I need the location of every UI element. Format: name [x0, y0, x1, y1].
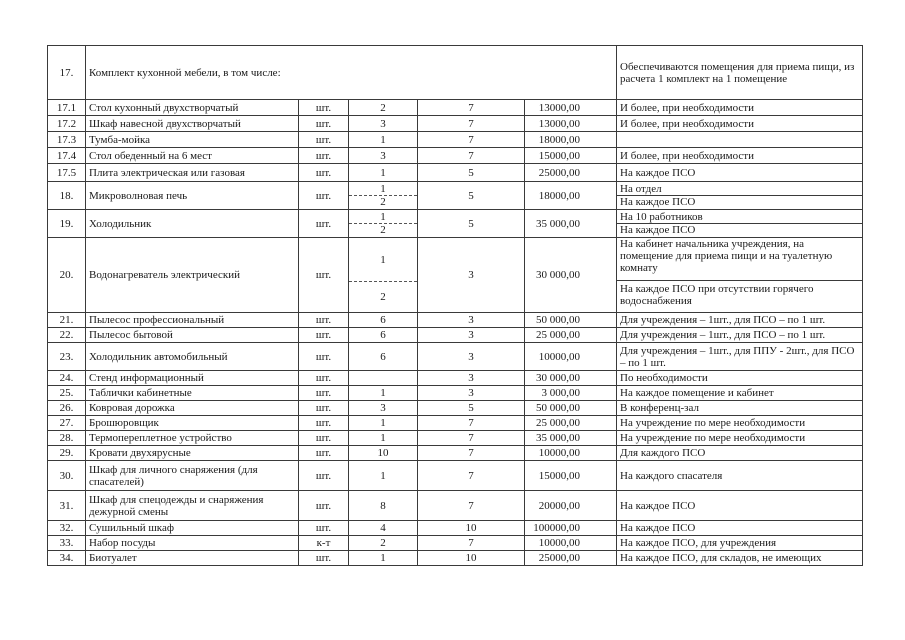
item-note: И более, при необходимости [617, 100, 863, 116]
equipment-table [47, 45, 863, 566]
item-price: 15000,00 [525, 148, 617, 164]
qty-line: 1 [349, 239, 417, 282]
item-qty: 8 [349, 491, 418, 521]
item-note: На каждое ПСО [617, 491, 863, 521]
item-term: 7 [418, 461, 525, 491]
item-unit: шт. [299, 491, 349, 521]
item-name: Стол обеденный на 6 мест [86, 148, 299, 164]
item-term: 7 [418, 100, 525, 116]
item-unit: шт. [299, 446, 349, 461]
item-unit: шт. [299, 371, 349, 386]
item-qty: 10 [349, 446, 418, 461]
item-name: Холодильник [86, 210, 299, 238]
item-qty [349, 371, 418, 386]
item-note [617, 182, 863, 210]
item-unit: шт. [299, 210, 349, 238]
table-row [48, 401, 863, 416]
item-unit: шт. [299, 431, 349, 446]
item-price: 25000,00 [525, 164, 617, 182]
item-qty: 3 [349, 401, 418, 416]
item-qty: 1 [349, 416, 418, 431]
item-note: На каждое помещение и кабинет [617, 386, 863, 401]
item-qty: 1 [349, 164, 418, 182]
row-number: 19. [48, 210, 86, 238]
item-name: Водонагреватель электрический [86, 238, 299, 313]
item-name: Биотуалет [86, 551, 299, 566]
item-term: 7 [418, 491, 525, 521]
item-note: На каждое ПСО, для складов, не имеющих [617, 551, 863, 566]
item-price: 100000,00 [525, 521, 617, 536]
item-note: Обеспечиваются помещения для приема пищи, из расчета 1 комплект на 1 помещение [617, 46, 863, 100]
item-qty [349, 238, 418, 313]
item-note [617, 238, 863, 313]
item-unit: шт. [299, 551, 349, 566]
item-unit: шт. [299, 313, 349, 328]
qty-line: 2 [380, 290, 386, 303]
item-qty: 3 [349, 116, 418, 132]
item-term: 5 [418, 401, 525, 416]
item-qty: 2 [349, 536, 418, 551]
row-number: 29. [48, 446, 86, 461]
table-row [48, 386, 863, 401]
item-unit: шт. [299, 182, 349, 210]
item-name: Брошюровщик [86, 416, 299, 431]
row-number: 17.2 [48, 116, 86, 132]
item-qty: 4 [349, 521, 418, 536]
item-name: Шкаф навесной двухстворчатый [86, 116, 299, 132]
item-price: 25 000,00 [525, 328, 617, 343]
table-row [48, 238, 863, 313]
item-qty: 6 [349, 343, 418, 371]
row-number: 31. [48, 491, 86, 521]
row-number: 30. [48, 461, 86, 491]
item-note: Для учреждения – 1шт., для ППУ - 2шт., для ПСО – по 1 шт. [617, 343, 863, 371]
item-unit: к-т [299, 536, 349, 551]
item-note: Для каждого ПСО [617, 446, 863, 461]
table-row [48, 164, 863, 182]
row-number: 17.4 [48, 148, 86, 164]
item-name: Тумба-мойка [86, 132, 299, 148]
item-qty [349, 210, 418, 238]
row-number: 27. [48, 416, 86, 431]
table-row [48, 132, 863, 148]
item-price: 10000,00 [525, 536, 617, 551]
row-number: 25. [48, 386, 86, 401]
item-name: Пылесос профессиональный [86, 313, 299, 328]
item-term: 7 [418, 536, 525, 551]
item-term: 7 [418, 148, 525, 164]
item-name: Плита электрическая или газовая [86, 164, 299, 182]
table-row [48, 100, 863, 116]
table-row [48, 46, 863, 100]
item-price: 50 000,00 [525, 313, 617, 328]
row-number: 17.3 [48, 132, 86, 148]
item-unit: шт. [299, 343, 349, 371]
item-note: На учреждение по мере необходимости [617, 416, 863, 431]
item-term: 7 [418, 431, 525, 446]
item-unit: шт. [299, 328, 349, 343]
item-unit: шт. [299, 416, 349, 431]
row-number: 20. [48, 238, 86, 313]
item-term: 5 [418, 164, 525, 182]
row-number: 21. [48, 313, 86, 328]
row-number: 33. [48, 536, 86, 551]
row-number: 18. [48, 182, 86, 210]
item-price: 30 000,00 [525, 371, 617, 386]
item-unit: шт. [299, 148, 349, 164]
item-term: 7 [418, 116, 525, 132]
item-term: 10 [418, 551, 525, 566]
item-term: 3 [418, 313, 525, 328]
table-row [48, 371, 863, 386]
table-row [48, 446, 863, 461]
row-number: 32. [48, 521, 86, 536]
item-term: 7 [418, 446, 525, 461]
item-name: Ковровая дорожка [86, 401, 299, 416]
table-row [48, 521, 863, 536]
table-row [48, 210, 863, 238]
item-price: 10000,00 [525, 343, 617, 371]
item-price: 50 000,00 [525, 401, 617, 416]
item-term: 3 [418, 238, 525, 313]
row-number: 17.1 [48, 100, 86, 116]
item-price: 13000,00 [525, 116, 617, 132]
item-note [617, 132, 863, 148]
item-qty: 1 [349, 551, 418, 566]
item-qty: 1 [349, 386, 418, 401]
row-number: 28. [48, 431, 86, 446]
item-qty: 6 [349, 313, 418, 328]
item-note: На учреждение по мере необходимости [617, 431, 863, 446]
note-line: На кабинет начальника учреждения, на помещение для приема пищи и на туалетную комнату [617, 238, 862, 281]
table-row [48, 431, 863, 446]
item-note: На каждое ПСО [617, 521, 863, 536]
item-note: Для учреждения – 1шт., для ПСО – по 1 шт. [617, 328, 863, 343]
table-row [48, 343, 863, 371]
row-number: 22. [48, 328, 86, 343]
qty-line: 1 [349, 183, 417, 196]
item-name: Стол кухонный двухстворчатый [86, 100, 299, 116]
note-line: На каждое ПСО [620, 196, 696, 208]
note-line: На каждое ПСО при отсутствии горячего водоснабжения [620, 283, 814, 307]
item-price: 25000,00 [525, 551, 617, 566]
table-row [48, 551, 863, 566]
item-price: 3 000,00 [525, 386, 617, 401]
item-term: 5 [418, 182, 525, 210]
row-number: 17. [48, 46, 86, 100]
item-price: 15000,00 [525, 461, 617, 491]
item-qty: 1 [349, 431, 418, 446]
item-name: Шкаф для личного снаряжения (для спасателей) [86, 461, 299, 491]
item-price: 35 000,00 [525, 210, 617, 238]
item-unit: шт. [299, 461, 349, 491]
item-name: Пылесос бытовой [86, 328, 299, 343]
item-price: 35 000,00 [525, 431, 617, 446]
table-row [48, 148, 863, 164]
item-unit: шт. [299, 116, 349, 132]
table-row [48, 328, 863, 343]
item-term: 3 [418, 343, 525, 371]
item-note: В конференц-зал [617, 401, 863, 416]
item-note: На каждое ПСО, для учреждения [617, 536, 863, 551]
item-name: Стенд информационный [86, 371, 299, 386]
item-term: 7 [418, 416, 525, 431]
item-term: 5 [418, 210, 525, 238]
note-line: На 10 работников [617, 211, 862, 224]
item-note: По необходимости [617, 371, 863, 386]
qty-line: 2 [380, 224, 386, 236]
table-row [48, 416, 863, 431]
table-row [48, 182, 863, 210]
table-row [48, 536, 863, 551]
row-number: 34. [48, 551, 86, 566]
item-note: На каждое ПСО [617, 164, 863, 182]
qty-line: 2 [380, 196, 386, 208]
item-qty [349, 182, 418, 210]
item-price: 30 000,00 [525, 238, 617, 313]
item-unit: шт. [299, 386, 349, 401]
item-note: И более, при необходимости [617, 116, 863, 132]
item-term: 10 [418, 521, 525, 536]
row-number: 24. [48, 371, 86, 386]
qty-line: 1 [349, 211, 417, 224]
item-qty: 3 [349, 148, 418, 164]
item-unit: шт. [299, 132, 349, 148]
item-price: 18000,00 [525, 182, 617, 210]
item-qty: 1 [349, 461, 418, 491]
item-unit: шт. [299, 100, 349, 116]
item-name: Комплект кухонной мебели, в том числе: [86, 46, 617, 100]
item-term: 7 [418, 132, 525, 148]
row-number: 26. [48, 401, 86, 416]
item-note: Для учреждения – 1шт., для ПСО – по 1 шт. [617, 313, 863, 328]
item-unit: шт. [299, 521, 349, 536]
item-name: Термопереплетное устройство [86, 431, 299, 446]
note-line: На отдел [617, 183, 862, 196]
item-qty: 2 [349, 100, 418, 116]
item-price: 18000,00 [525, 132, 617, 148]
item-term: 3 [418, 371, 525, 386]
item-name: Набор посуды [86, 536, 299, 551]
item-qty: 6 [349, 328, 418, 343]
table-row [48, 491, 863, 521]
table-row [48, 116, 863, 132]
item-price: 20000,00 [525, 491, 617, 521]
row-number: 23. [48, 343, 86, 371]
item-unit: шт. [299, 164, 349, 182]
item-unit: шт. [299, 238, 349, 313]
item-note [617, 210, 863, 238]
table-row [48, 461, 863, 491]
item-price: 25 000,00 [525, 416, 617, 431]
item-note: И более, при необходимости [617, 148, 863, 164]
note-line: На каждое ПСО [620, 224, 696, 236]
item-qty: 1 [349, 132, 418, 148]
item-name: Шкаф для спецодежды и снаряжения дежурной смены [86, 491, 299, 521]
item-price: 13000,00 [525, 100, 617, 116]
item-name: Сушильный шкаф [86, 521, 299, 536]
item-term: 3 [418, 328, 525, 343]
item-name: Кровати двухярусные [86, 446, 299, 461]
table-row [48, 313, 863, 328]
item-name: Таблички кабинетные [86, 386, 299, 401]
item-price: 10000,00 [525, 446, 617, 461]
row-number: 17.5 [48, 164, 86, 182]
item-name: Холодильник автомобильный [86, 343, 299, 371]
item-unit: шт. [299, 401, 349, 416]
item-name: Микроволновая печь [86, 182, 299, 210]
item-term: 3 [418, 386, 525, 401]
item-note: На каждого спасателя [617, 461, 863, 491]
